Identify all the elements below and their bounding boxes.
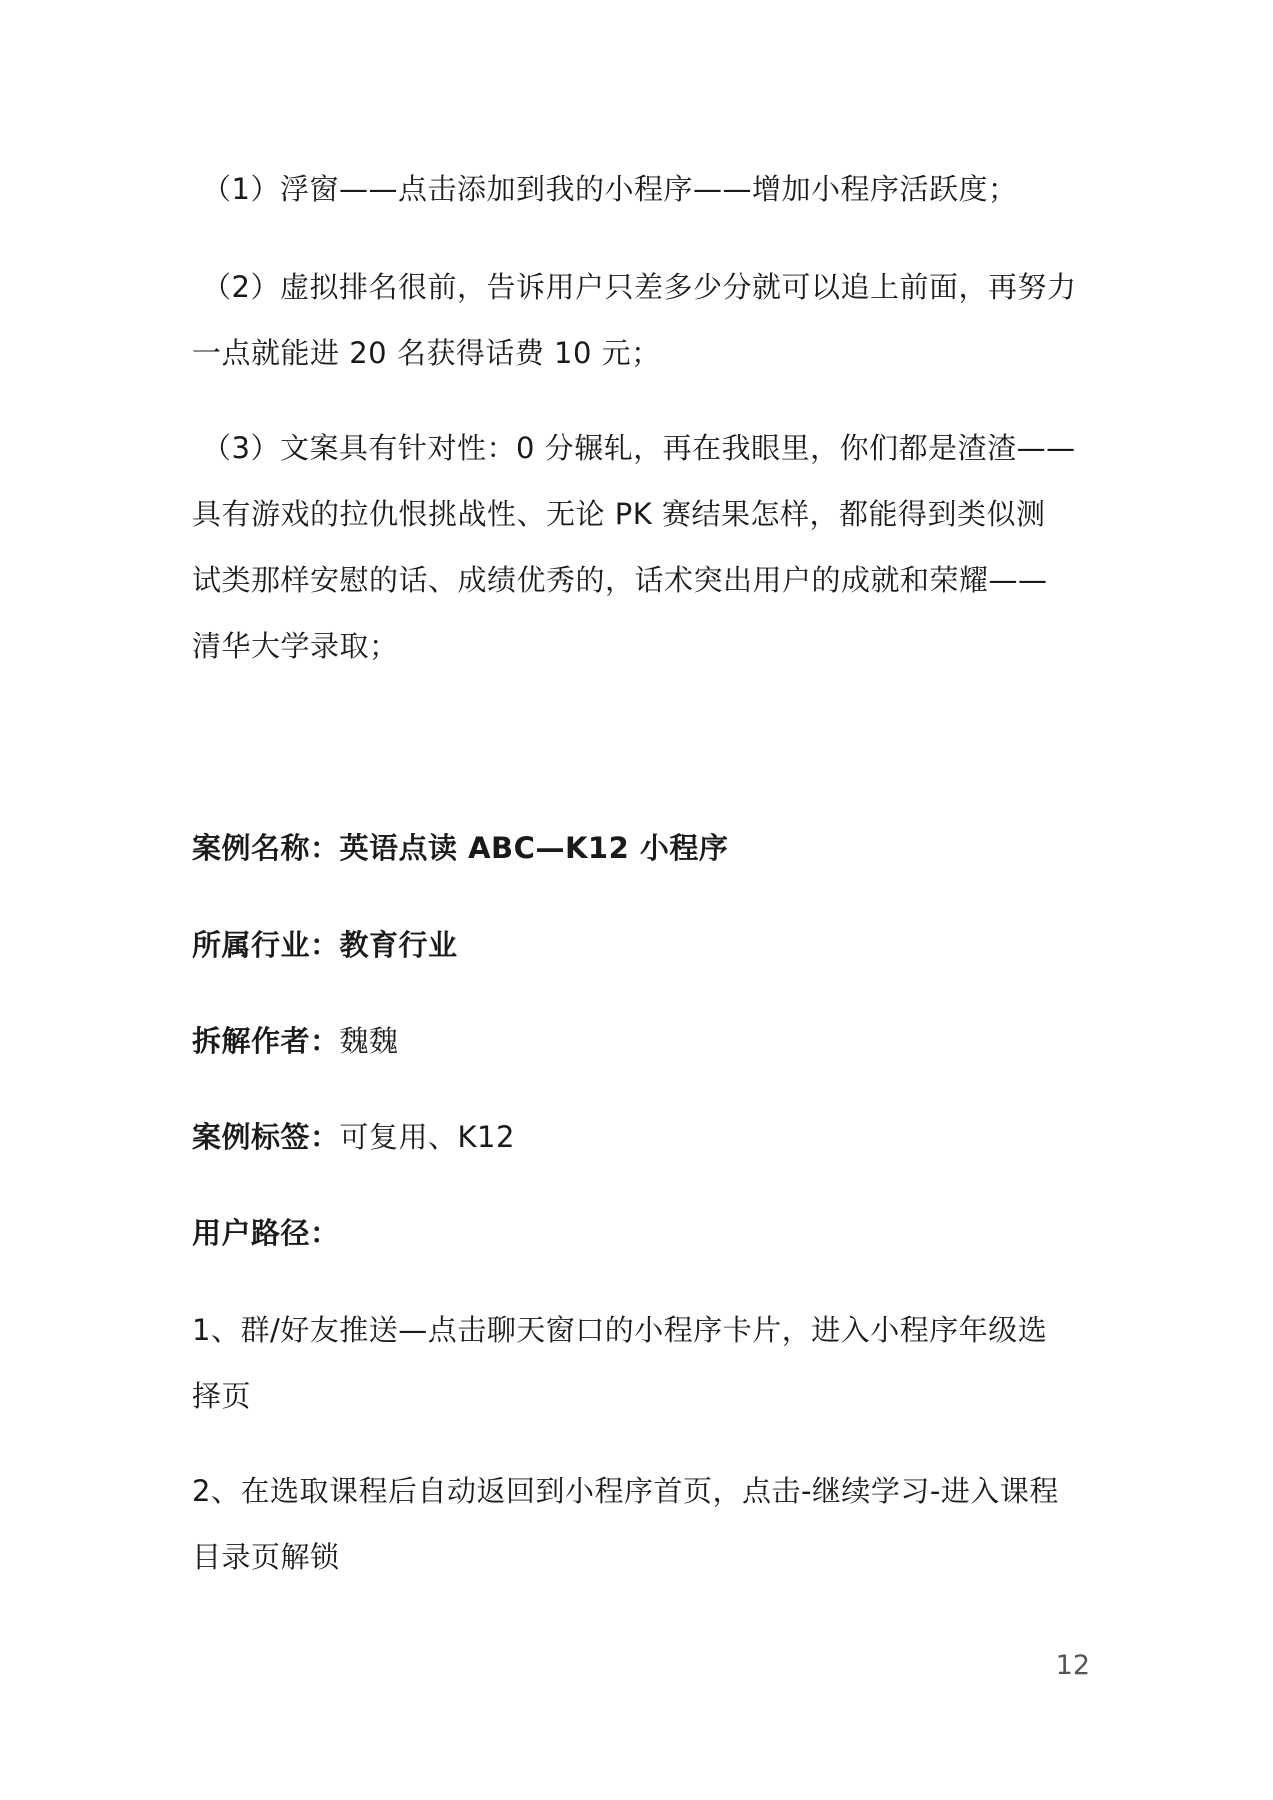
case-author-row [192,1008,1092,1074]
case-name-label: 案例名称： [192,831,340,865]
step-item-2 [192,1458,1092,1590]
text-line: （1）浮窗——点击添加到我的小程序——增加小程序活跃度； [202,172,1018,206]
case-tags-value: 可复用、K12 [339,1120,515,1154]
text-line: 试类那样安慰的话、成绩优秀的，话术突出用户的成就和荣耀—— [192,563,1048,597]
case-name-value: 英语点读 ABC—K12 小程序 [339,831,729,865]
text-line: （2）虚拟排名很前，告诉用户只差多少分就可以追上前面，再努力 [202,270,1077,304]
case-industry-label: 所属行业： [192,928,340,962]
case-tags-label: 案例标签： [192,1120,340,1154]
user-path-label: 用户路径： [192,1216,340,1250]
case-author-label: 拆解作者： [192,1024,340,1058]
text-line: 一点就能进 20 名获得话费 10 元； [192,336,661,370]
note-item-3 [192,415,1102,679]
note-item-1 [192,156,1102,222]
case-author-value: 魏魏 [339,1024,399,1058]
case-industry-value: 教育行业 [339,928,458,962]
case-name-row [192,815,1092,881]
note-item-2 [192,254,1102,386]
text-line: 清华大学录取； [192,629,399,663]
case-tags-row [192,1104,1092,1170]
page-number: 12 [1055,1650,1090,1681]
text-line: 目录页解锁 [192,1540,340,1574]
case-industry-row [192,912,1092,978]
text-line: （3）文案具有针对性：0 分辗轧，再在我眼里，你们都是渣渣—— [202,431,1076,465]
text-line: 2、在选取课程后自动返回到小程序首页，点击-继续学习-进入课程 [192,1474,1059,1508]
text-line: 择页 [192,1379,252,1413]
user-path-heading [192,1200,1092,1266]
text-line: 具有游戏的拉仇恨挑战性、无论 PK 赛结果怎样，都能得到类似测 [192,497,1046,531]
text-line: 1、群/好友推送—点击聊天窗口的小程序卡片，进入小程序年级选 [192,1313,1048,1347]
step-item-1 [192,1297,1092,1429]
